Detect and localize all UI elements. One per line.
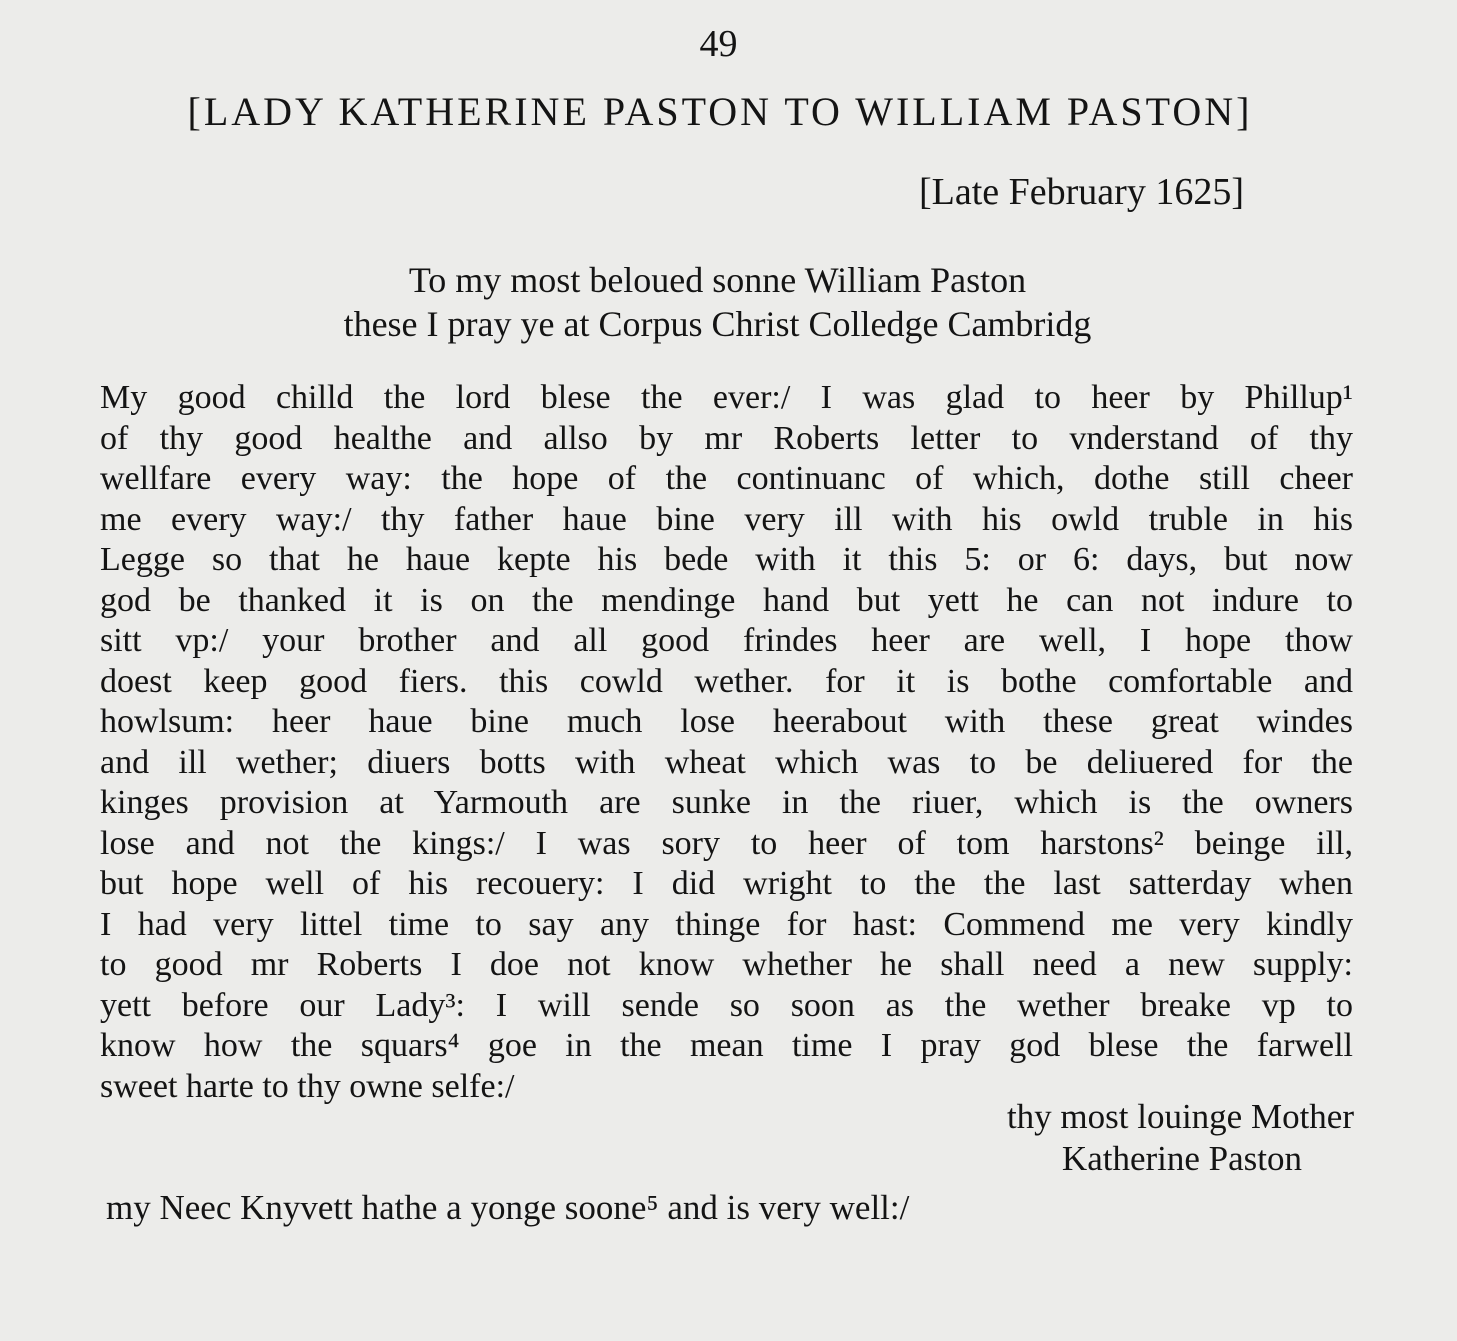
body-line: know how the squars⁴ goe in the mean time I pray god blese the farwell	[100, 1027, 1353, 1064]
body-line: wellfare every way: the hope of the continuanc of which, dothe still cheer	[100, 460, 1353, 497]
body-line: My good chilld the lord blese the ever:/ I was glad to heer by Phillup¹	[100, 379, 1353, 416]
body-line: and ill wether; diuers botts with wheat which was to be deliuered for the	[100, 743, 1353, 781]
address-line: To my most beloued sonne William Paston	[408, 260, 1027, 300]
body-line: god be thanked it is on the mendinge hand but yett he can not indure to	[100, 581, 1353, 619]
valediction: thy most louinge Mother	[1006, 1097, 1354, 1136]
letter-heading: [LADY KATHERINE PASTON TO WILLIAM PASTON]	[187, 89, 1253, 134]
closing-block	[1007, 1096, 1354, 1180]
page-number: 49	[699, 23, 738, 65]
body-line: me every way:/ thy father haue bine very ill with his owld truble in his	[100, 500, 1353, 538]
body-line: yett before our Lady³: I will sende so soon as the wether breake vp to	[100, 986, 1353, 1024]
body-line: sweet harte to thy owne selfe:/	[100, 1067, 515, 1105]
letter-body	[100, 378, 1353, 1107]
body-line: sitt vp:/ your brother and all good frindes heer are well, I hope thow	[100, 622, 1353, 659]
address-block	[100, 258, 1335, 346]
signature: Katherine Paston	[1061, 1139, 1302, 1178]
body-line: kinges provision at Yarmouth are sunke in the riuer, which is the owners	[100, 784, 1353, 821]
body-line: lose and not the kings:/ I was sory to heer of tom harstons² beinge ill,	[100, 824, 1353, 862]
body-line: Legge so that he haue kepte his bede with it this 5: or 6: days, but now	[100, 541, 1353, 578]
body-line: I had very littel time to say any thinge for hast: Commend me very kindly	[100, 905, 1353, 943]
address-line: these I pray ye at Corpus Christ Colledge Cambridg	[343, 304, 1092, 344]
body-line: to good mr Roberts I doe not know whether he shall need a new supply:	[100, 946, 1353, 983]
body-line: but hope well of his recouery: I did wright to the the last satterday when	[100, 865, 1353, 902]
postscript: my Neec Knyvett hathe a yonge soone⁵ and is very well:/	[106, 1188, 910, 1227]
letter-date: [Late February 1625]	[919, 171, 1244, 213]
body-line: howlsum: heer haue bine much lose heerabout with these great windes	[100, 703, 1353, 740]
body-line: of thy good healthe and allso by mr Roberts letter to vnderstand of thy	[100, 419, 1353, 457]
body-line: doest keep good fiers. this cowld wether. for it is bothe comfortable and	[100, 662, 1353, 700]
